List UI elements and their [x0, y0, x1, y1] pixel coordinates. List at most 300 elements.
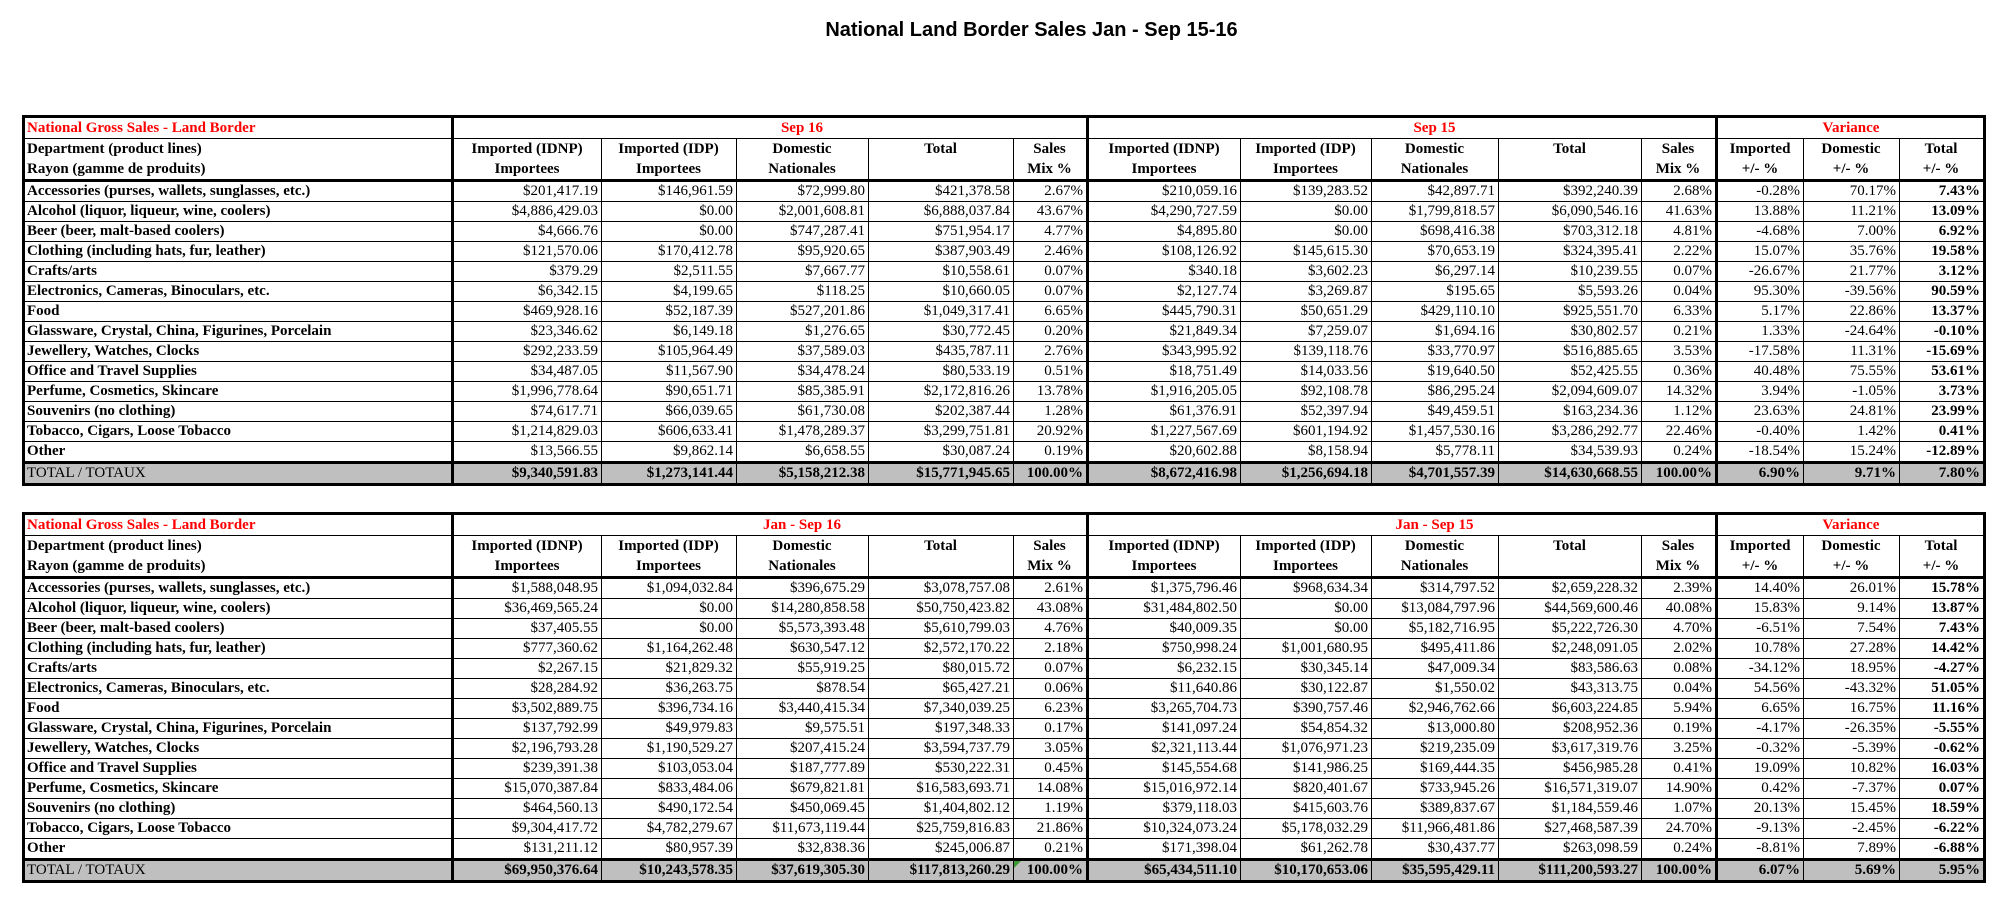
cur-imported-idp-header: Imported (IDP) — [602, 139, 737, 160]
var-domestic-cell: -1.05% — [1804, 382, 1900, 402]
prev-domestic-cell: $13,084,797.96 — [1372, 599, 1499, 619]
cur-imported-idnp-cell: $292,233.59 — [453, 342, 602, 362]
prev-total-cell: $2,659,228.32 — [1499, 578, 1642, 599]
prev-domestic-cell: $169,444.35 — [1372, 759, 1499, 779]
total-row — [24, 463, 1985, 485]
cur-total-cell: $197,348.33 — [869, 719, 1014, 739]
cur-sales-mix-cell: 3.05% — [1014, 739, 1088, 759]
prev-imported-idnp-header: Imported (IDNP) — [1088, 139, 1241, 160]
prev-imported-idp-cell: $7,259.07 — [1241, 322, 1372, 342]
var-domestic-cell: 7.89% — [1804, 839, 1900, 860]
cur-domestic-cell: $630,547.12 — [737, 639, 869, 659]
prev-total-cell: $163,234.36 — [1499, 402, 1642, 422]
department-label: Other — [24, 442, 453, 463]
var-total-cell: 7.43% — [1900, 619, 1985, 639]
cur-imported-idnp-cell: $13,566.55 — [453, 442, 602, 463]
prev-imported-idnp-cell: $65,434,511.10 — [1088, 860, 1241, 882]
var-imported-cell: 6.65% — [1717, 699, 1804, 719]
prev-imported-idp-cell: $14,033.56 — [1241, 362, 1372, 382]
cur-domestic-cell: $85,385.91 — [737, 382, 869, 402]
var-imported-cell: -9.13% — [1717, 819, 1804, 839]
cur-imported-idp-header: Imported (IDP) — [602, 536, 737, 557]
header-spacer — [1088, 117, 1241, 139]
var-imported-change-header: +/- % — [1717, 159, 1804, 181]
var-domestic-cell: 26.01% — [1804, 578, 1900, 599]
prev-total-cell: $3,617,319.76 — [1499, 739, 1642, 759]
header-spacer — [453, 117, 602, 139]
cur-imported-idnp-header: Imported (IDNP) — [453, 139, 602, 160]
cur-sales-mix-cell: 14.08% — [1014, 779, 1088, 799]
var-domestic-cell: 11.21% — [1804, 202, 1900, 222]
prev-sales-mix-cell: 0.36% — [1642, 362, 1717, 382]
cur-domestic-cell: $5,158,212.38 — [737, 463, 869, 485]
prev-domestic-cell: $698,416.38 — [1372, 222, 1499, 242]
cur-sales-mix-cell: 100.00% — [1014, 860, 1088, 882]
cur-imported-idnp-cell: $239,391.38 — [453, 759, 602, 779]
prev-total-cell: $516,885.65 — [1499, 342, 1642, 362]
var-imported-cell: 14.40% — [1717, 578, 1804, 599]
cur-sales-mix-cell: 2.67% — [1014, 181, 1088, 202]
var-domestic-cell: 70.17% — [1804, 181, 1900, 202]
ytd-sales-table — [22, 512, 1986, 883]
prev-imported-idp-header: Imported (IDP) — [1241, 536, 1372, 557]
prev-sales-mix-cell: 14.32% — [1642, 382, 1717, 402]
cur-imported-idp-cell: $396,734.16 — [602, 699, 737, 719]
cur-sales-mix-cell: 6.65% — [1014, 302, 1088, 322]
var-total-change-header: +/- % — [1900, 159, 1985, 181]
var-total-cell: -15.69% — [1900, 342, 1985, 362]
var-domestic-cell: 1.42% — [1804, 422, 1900, 442]
prev-sales-mix-cell: 4.70% — [1642, 619, 1717, 639]
cur-sales-mix-cell: 0.07% — [1014, 262, 1088, 282]
var-imported-cell: -4.68% — [1717, 222, 1804, 242]
cur-imported-idnp-cell: $1,588,048.95 — [453, 578, 602, 599]
prev-domestic-cell: $495,411.86 — [1372, 639, 1499, 659]
cur-sales-mix-cell: 0.07% — [1014, 282, 1088, 302]
var-total-cell: 15.78% — [1900, 578, 1985, 599]
cur-total-header: Total — [869, 139, 1014, 160]
cur-sales-mix-cell: 43.08% — [1014, 599, 1088, 619]
prev-imported-idp-header: Imported (IDP) — [1241, 139, 1372, 160]
cur-imported-idp-cell: $0.00 — [602, 619, 737, 639]
prev-total-cell: $6,090,546.16 — [1499, 202, 1642, 222]
cur-total-cell: $80,533.19 — [869, 362, 1014, 382]
var-imported-cell: 5.17% — [1717, 302, 1804, 322]
var-total-cell: -6.22% — [1900, 819, 1985, 839]
previous-period-label: Jan - Sep 15 — [1372, 514, 1499, 536]
var-imported-cell: -6.51% — [1717, 619, 1804, 639]
prev-imported-idnp-cell: $1,375,796.46 — [1088, 578, 1241, 599]
prev-sales-mix-cell: 5.94% — [1642, 699, 1717, 719]
prev-imported-idp-cell: $139,118.76 — [1241, 342, 1372, 362]
cur-sales-mix-cell: 0.07% — [1014, 659, 1088, 679]
cur-total-cell: $7,340,039.25 — [869, 699, 1014, 719]
cur-imported-idp-cell: $1,273,141.44 — [602, 463, 737, 485]
cur-imported-idp-cell: $1,164,262.48 — [602, 639, 737, 659]
cur-total-cell: $202,387.44 — [869, 402, 1014, 422]
cur-mix-header: Mix % — [1014, 159, 1088, 181]
table-row — [24, 242, 1985, 262]
var-imported-cell: -34.12% — [1717, 659, 1804, 679]
previous-period-label: Sep 15 — [1372, 117, 1499, 139]
table-body — [24, 181, 1985, 485]
var-total-header: Total — [1900, 536, 1985, 557]
cur-sales-mix-cell: 0.45% — [1014, 759, 1088, 779]
prev-sales-mix-cell: 3.53% — [1642, 342, 1717, 362]
cur-domestic-cell: $95,920.65 — [737, 242, 869, 262]
cur-sales-mix-cell: 21.86% — [1014, 819, 1088, 839]
department-label: Office and Travel Supplies — [24, 362, 453, 382]
prev-total-cell: $27,468,587.39 — [1499, 819, 1642, 839]
cur-sales-mix-cell: 13.78% — [1014, 382, 1088, 402]
var-total-cell: 13.87% — [1900, 599, 1985, 619]
cur-imported-idp-cell: $4,199.65 — [602, 282, 737, 302]
department-label: Beer (beer, malt-based coolers) — [24, 222, 453, 242]
department-label: Clothing (including hats, fur, leather) — [24, 242, 453, 262]
header-spacer — [1499, 117, 1642, 139]
cur-domestic-cell: $118.25 — [737, 282, 869, 302]
cur-domestic-cell: $207,415.24 — [737, 739, 869, 759]
department-label: Perfume, Cosmetics, Skincare — [24, 382, 453, 402]
var-total-cell: 19.58% — [1900, 242, 1985, 262]
prev-sales-mix-cell: 40.08% — [1642, 599, 1717, 619]
cur-total-cell: $50,750,423.82 — [869, 599, 1014, 619]
var-imported-cell: 13.88% — [1717, 202, 1804, 222]
cur-imported-idp-cell: $833,484.06 — [602, 779, 737, 799]
cur-mix-header: Mix % — [1014, 556, 1088, 578]
prev-domestic-cell: $2,946,762.66 — [1372, 699, 1499, 719]
prev-domestic-cell: $314,797.52 — [1372, 578, 1499, 599]
prev-imported-idp-cell: $54,854.32 — [1241, 719, 1372, 739]
var-imported-cell: -8.81% — [1717, 839, 1804, 860]
department-header: Department (product lines) — [24, 139, 453, 160]
header-spacer — [1900, 117, 1985, 139]
header-spacer — [453, 514, 602, 536]
cur-domestic-cell: $679,821.81 — [737, 779, 869, 799]
cur-sales-mix-cell: 4.77% — [1014, 222, 1088, 242]
cur-sales-mix-cell: 20.92% — [1014, 422, 1088, 442]
var-total-cell: 16.03% — [1900, 759, 1985, 779]
prev-total-cell: $44,569,600.46 — [1499, 599, 1642, 619]
prev-sales-mix-cell: 3.25% — [1642, 739, 1717, 759]
cur-importees-header: Importees — [453, 556, 602, 578]
prev-imported-idp-cell: $30,122.87 — [1241, 679, 1372, 699]
department-label: Office and Travel Supplies — [24, 759, 453, 779]
cur-sales-mix-cell: 1.19% — [1014, 799, 1088, 819]
cur-domestic-header: Domestic — [737, 139, 869, 160]
prev-imported-idnp-cell: $15,016,972.14 — [1088, 779, 1241, 799]
prev-sales-mix-cell: 2.22% — [1642, 242, 1717, 262]
prev-sales-mix-cell: 0.41% — [1642, 759, 1717, 779]
var-domestic-cell: 18.95% — [1804, 659, 1900, 679]
var-total-cell: -0.62% — [1900, 739, 1985, 759]
cur-sales-mix-cell: 4.76% — [1014, 619, 1088, 639]
cur-imported-idnp-cell: $9,340,591.83 — [453, 463, 602, 485]
cur-imported-idnp-cell: $23,346.62 — [453, 322, 602, 342]
var-imported-cell: 0.42% — [1717, 779, 1804, 799]
cur-domestic-cell: $14,280,858.58 — [737, 599, 869, 619]
prev-total-cell: $6,603,224.85 — [1499, 699, 1642, 719]
prev-imported-idnp-cell: $10,324,073.24 — [1088, 819, 1241, 839]
var-domestic-cell: 16.75% — [1804, 699, 1900, 719]
cur-total-cell: $5,610,799.03 — [869, 619, 1014, 639]
var-domestic-cell: 24.81% — [1804, 402, 1900, 422]
prev-total-cell: $52,425.55 — [1499, 362, 1642, 382]
prev-total-cell: $10,239.55 — [1499, 262, 1642, 282]
prev-imported-idp-cell: $5,178,032.29 — [1241, 819, 1372, 839]
var-total-cell: 5.95% — [1900, 860, 1985, 882]
column-subheader-row — [24, 159, 1985, 181]
prev-total-cell: $83,586.63 — [1499, 659, 1642, 679]
prev-total-cell: $34,539.93 — [1499, 442, 1642, 463]
header-spacer — [602, 514, 737, 536]
table-row — [24, 222, 1985, 242]
cur-imported-idnp-cell: $4,886,429.03 — [453, 202, 602, 222]
var-domestic-header: Domestic — [1804, 139, 1900, 160]
header-spacer — [1717, 117, 1804, 139]
cur-domestic-cell: $61,730.08 — [737, 402, 869, 422]
cur-domestic-cell: $32,838.36 — [737, 839, 869, 860]
table-row — [24, 282, 1985, 302]
var-imported-cell: 15.83% — [1717, 599, 1804, 619]
var-total-cell: -6.88% — [1900, 839, 1985, 860]
table-row — [24, 422, 1985, 442]
cur-imported-idp-cell: $49,979.83 — [602, 719, 737, 739]
cur-sales-mix-cell: 0.51% — [1014, 362, 1088, 382]
prev-imported-idnp-cell: $11,640.86 — [1088, 679, 1241, 699]
department-label: Alcohol (liquor, liqueur, wine, coolers) — [24, 202, 453, 222]
prev-importees-header: Importees — [1241, 159, 1372, 181]
prev-total-cell: $392,240.39 — [1499, 181, 1642, 202]
cur-sales-mix-cell: 0.20% — [1014, 322, 1088, 342]
header-spacer — [1088, 514, 1241, 536]
cur-imported-idp-cell: $103,053.04 — [602, 759, 737, 779]
var-total-cell: 3.12% — [1900, 262, 1985, 282]
var-imported-cell: 10.78% — [1717, 639, 1804, 659]
var-imported-cell: -17.58% — [1717, 342, 1804, 362]
prev-imported-idp-cell: $141,986.25 — [1241, 759, 1372, 779]
cur-sales-mix-header: Sales — [1014, 139, 1088, 160]
cur-domestic-cell: $72,999.80 — [737, 181, 869, 202]
cur-imported-idnp-cell: $4,666.76 — [453, 222, 602, 242]
header-spacer — [602, 117, 737, 139]
cur-imported-idnp-cell: $15,070,387.84 — [453, 779, 602, 799]
cur-total-cell: $30,772.45 — [869, 322, 1014, 342]
cur-imported-idp-cell: $490,172.54 — [602, 799, 737, 819]
department-label: Accessories (purses, wallets, sunglasses, etc.) — [24, 181, 453, 202]
prev-imported-idnp-cell: $1,916,205.05 — [1088, 382, 1241, 402]
cur-imported-idp-cell: $52,187.39 — [602, 302, 737, 322]
cur-total-cell: $6,888,037.84 — [869, 202, 1014, 222]
cur-total-cell: $2,572,170.22 — [869, 639, 1014, 659]
cur-sales-mix-header: Sales — [1014, 536, 1088, 557]
cur-sales-mix-cell: 0.17% — [1014, 719, 1088, 739]
cur-total-cell: $80,015.72 — [869, 659, 1014, 679]
var-imported-cell: 20.13% — [1717, 799, 1804, 819]
cur-imported-idnp-cell: $379.29 — [453, 262, 602, 282]
prev-imported-idnp-cell: $18,751.49 — [1088, 362, 1241, 382]
prev-nationales-header: Nationales — [1372, 556, 1499, 578]
table-row — [24, 442, 1985, 463]
department-label: Jewellery, Watches, Clocks — [24, 739, 453, 759]
prev-domestic-cell: $1,457,530.16 — [1372, 422, 1499, 442]
department-header: Department (product lines) — [24, 536, 453, 557]
cur-imported-idp-cell: $21,829.32 — [602, 659, 737, 679]
prev-imported-idp-cell: $52,397.94 — [1241, 402, 1372, 422]
table-row — [24, 759, 1985, 779]
cur-domestic-cell: $7,667.77 — [737, 262, 869, 282]
department-label: Alcohol (liquor, liqueur, wine, coolers) — [24, 599, 453, 619]
cur-imported-idp-cell: $11,567.90 — [602, 362, 737, 382]
cur-domestic-cell: $3,440,415.34 — [737, 699, 869, 719]
var-total-cell: 0.07% — [1900, 779, 1985, 799]
var-total-cell: 51.05% — [1900, 679, 1985, 699]
prev-sales-mix-cell: 0.04% — [1642, 679, 1717, 699]
header-spacer — [1241, 514, 1372, 536]
table-row — [24, 679, 1985, 699]
header-spacer — [1642, 117, 1717, 139]
cur-sales-mix-cell: 1.28% — [1014, 402, 1088, 422]
cur-total-cell: $15,771,945.65 — [869, 463, 1014, 485]
prev-imported-idp-cell: $0.00 — [1241, 222, 1372, 242]
prev-total-cell: $3,286,292.77 — [1499, 422, 1642, 442]
section-title: National Gross Sales - Land Border — [24, 117, 453, 139]
prev-domestic-cell: $42,897.71 — [1372, 181, 1499, 202]
var-imported-cell: 1.33% — [1717, 322, 1804, 342]
prev-total-cell: $703,312.18 — [1499, 222, 1642, 242]
prev-domestic-cell: $195.65 — [1372, 282, 1499, 302]
prev-domestic-cell: $733,945.26 — [1372, 779, 1499, 799]
prev-total-header: Total — [1499, 536, 1642, 557]
prev-imported-idp-cell: $145,615.30 — [1241, 242, 1372, 262]
prev-domestic-cell: $429,110.10 — [1372, 302, 1499, 322]
cur-imported-idnp-cell: $6,342.15 — [453, 282, 602, 302]
prev-imported-idnp-cell: $445,790.31 — [1088, 302, 1241, 322]
var-total-cell: 23.99% — [1900, 402, 1985, 422]
prev-sales-mix-header: Sales — [1642, 139, 1717, 160]
cur-total-cell: $25,759,816.83 — [869, 819, 1014, 839]
var-imported-cell: -0.40% — [1717, 422, 1804, 442]
prev-total-cell: $208,952.36 — [1499, 719, 1642, 739]
var-domestic-header: Domestic — [1804, 536, 1900, 557]
prev-domestic-cell: $11,966,481.86 — [1372, 819, 1499, 839]
prev-domestic-cell: $389,837.67 — [1372, 799, 1499, 819]
total-label: TOTAL / TOTAUX — [24, 860, 453, 882]
department-label: Crafts/arts — [24, 262, 453, 282]
table-row — [24, 699, 1985, 719]
var-imported-cell: -0.32% — [1717, 739, 1804, 759]
prev-imported-idnp-cell: $171,398.04 — [1088, 839, 1241, 860]
department-label: Electronics, Cameras, Binoculars, etc. — [24, 679, 453, 699]
prev-domestic-cell: $1,550.02 — [1372, 679, 1499, 699]
prev-sales-mix-cell: 6.33% — [1642, 302, 1717, 322]
prev-sales-mix-cell: 2.02% — [1642, 639, 1717, 659]
prev-total-cell: $111,200,593.27 — [1499, 860, 1642, 882]
cur-imported-idp-cell: $80,957.39 — [602, 839, 737, 860]
var-imported-cell: 54.56% — [1717, 679, 1804, 699]
prev-total-cell: $5,222,726.30 — [1499, 619, 1642, 639]
prev-sales-mix-cell: 100.00% — [1642, 860, 1717, 882]
prev-sales-mix-cell: 2.68% — [1642, 181, 1717, 202]
table-row — [24, 639, 1985, 659]
prev-domestic-cell: $49,459.51 — [1372, 402, 1499, 422]
period-sales-table — [22, 115, 1986, 486]
prev-imported-idp-cell: $390,757.46 — [1241, 699, 1372, 719]
period-header-row — [24, 117, 1985, 139]
prev-imported-idnp-header: Imported (IDNP) — [1088, 536, 1241, 557]
var-domestic-change-header: +/- % — [1804, 556, 1900, 578]
var-imported-header: Imported — [1717, 536, 1804, 557]
prev-imported-idnp-cell: $2,127.74 — [1088, 282, 1241, 302]
prev-mix-header: Mix % — [1642, 159, 1717, 181]
table-row — [24, 578, 1985, 599]
cur-imported-idp-cell: $10,243,578.35 — [602, 860, 737, 882]
department-label: Electronics, Cameras, Binoculars, etc. — [24, 282, 453, 302]
var-imported-cell: 40.48% — [1717, 362, 1804, 382]
total-row — [24, 860, 1985, 882]
prev-imported-idp-cell: $0.00 — [1241, 619, 1372, 639]
var-total-cell: 0.41% — [1900, 422, 1985, 442]
header-spacer — [869, 514, 1014, 536]
prev-imported-idnp-cell: $40,009.35 — [1088, 619, 1241, 639]
prev-total-cell: $1,184,559.46 — [1499, 799, 1642, 819]
prev-imported-idnp-cell: $8,672,416.98 — [1088, 463, 1241, 485]
var-domestic-cell: -43.32% — [1804, 679, 1900, 699]
var-imported-cell: 15.07% — [1717, 242, 1804, 262]
period-header-row — [24, 514, 1985, 536]
prev-sales-mix-cell: 0.21% — [1642, 322, 1717, 342]
header-spacer — [1717, 514, 1804, 536]
cur-domestic-cell: $1,276.65 — [737, 322, 869, 342]
cur-domestic-cell: $396,675.29 — [737, 578, 869, 599]
cur-domestic-cell: $2,001,608.81 — [737, 202, 869, 222]
prev-imported-idnp-cell: $1,227,567.69 — [1088, 422, 1241, 442]
prev-total-cell: $30,802.57 — [1499, 322, 1642, 342]
var-domestic-cell: 7.54% — [1804, 619, 1900, 639]
var-domestic-cell: -24.64% — [1804, 322, 1900, 342]
prev-imported-idnp-cell: $141,097.24 — [1088, 719, 1241, 739]
cur-domestic-cell: $11,673,119.44 — [737, 819, 869, 839]
prev-total-cell: $14,630,668.55 — [1499, 463, 1642, 485]
var-total-header: Total — [1900, 139, 1985, 160]
prev-total-cell: $2,094,609.07 — [1499, 382, 1642, 402]
prev-total-cell: $925,551.70 — [1499, 302, 1642, 322]
department-label: Tobacco, Cigars, Loose Tobacco — [24, 422, 453, 442]
header-spacer — [1499, 556, 1642, 578]
var-imported-cell: 23.63% — [1717, 402, 1804, 422]
cur-total-cell: $387,903.49 — [869, 242, 1014, 262]
cur-imported-idp-cell: $2,511.55 — [602, 262, 737, 282]
cur-domestic-cell: $747,287.41 — [737, 222, 869, 242]
prev-imported-idp-cell: $3,602.23 — [1241, 262, 1372, 282]
cur-domestic-cell: $9,575.51 — [737, 719, 869, 739]
prev-imported-idnp-cell: $31,484,802.50 — [1088, 599, 1241, 619]
cur-sales-mix-cell: 2.46% — [1014, 242, 1088, 262]
header-spacer — [1900, 514, 1985, 536]
cur-total-cell: $30,087.24 — [869, 442, 1014, 463]
var-domestic-cell: 27.28% — [1804, 639, 1900, 659]
column-header-row — [24, 139, 1985, 160]
department-label: Glassware, Crystal, China, Figurines, Porcelain — [24, 322, 453, 342]
prev-imported-idnp-cell: $4,290,727.59 — [1088, 202, 1241, 222]
prev-domestic-cell: $47,009.34 — [1372, 659, 1499, 679]
table-row — [24, 181, 1985, 202]
prev-domestic-cell: $5,182,716.95 — [1372, 619, 1499, 639]
var-total-cell: 13.09% — [1900, 202, 1985, 222]
prev-imported-idnp-cell: $61,376.91 — [1088, 402, 1241, 422]
prev-total-cell: $43,313.75 — [1499, 679, 1642, 699]
cur-sales-mix-cell: 100.00% — [1014, 463, 1088, 485]
